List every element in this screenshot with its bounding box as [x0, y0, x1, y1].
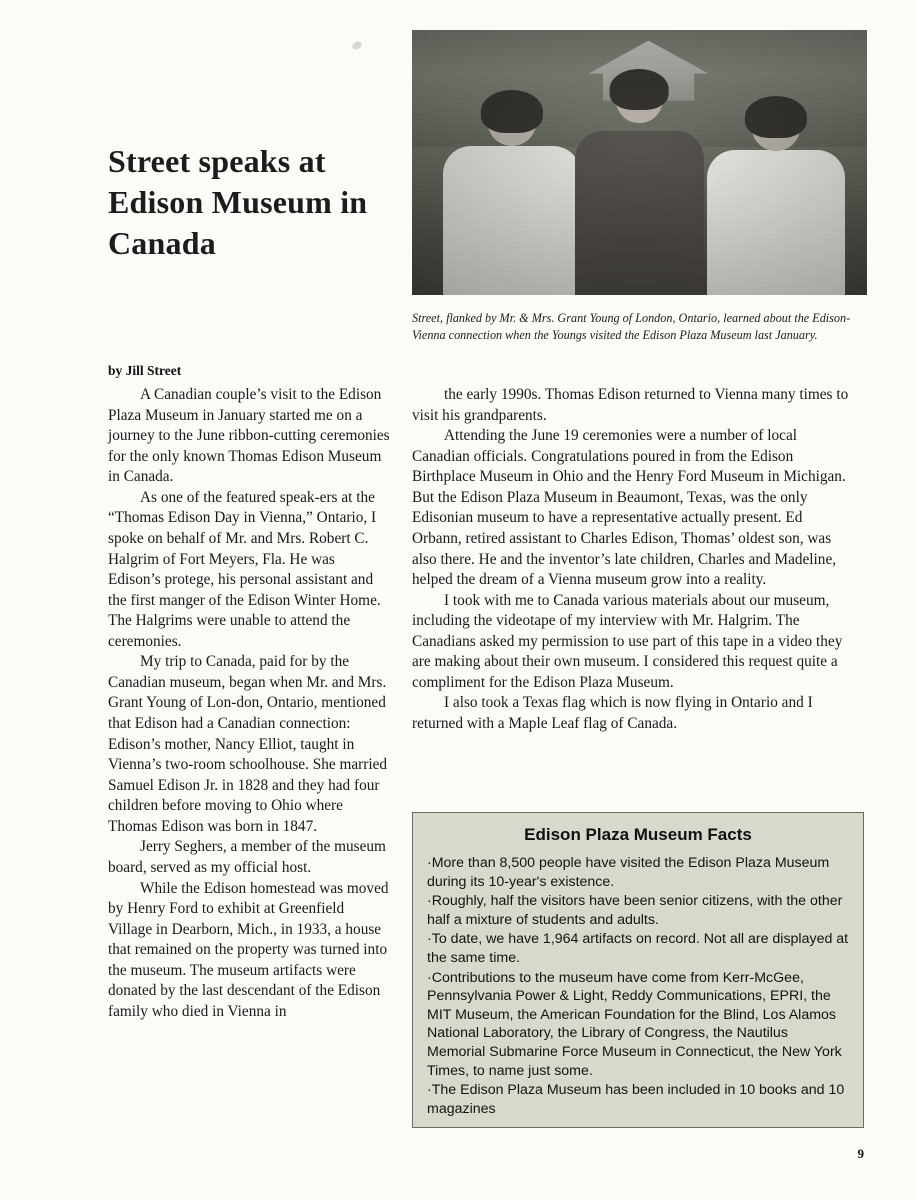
- photo-image: [412, 30, 867, 295]
- photo-caption: Street, flanked by Mr. & Mrs. Grant Young of London, Ontario, learned about the Edison-Vienna connection when the Youngs visited the Edison Plaza Museum last January.: [412, 311, 851, 343]
- page-number: 9: [857, 1146, 864, 1161]
- paragraph: Attending the June 19 ceremonies were a number of local Canadian officials. Congratulations poured in from the Edison Birthplace Museum in Ohio and the Henry Ford Museum in Michigan. But the Edison Plaza Museum in Beaumont, Texas, was the only Edisonian museum to have a representative actually present. Ed Orbann, retired assistant to Charles Edison, Thomas’ oldest son, was also there. He and the inventor’s late children, Charles and Madeline, helped the dream of a Vienna museum grow into a reality.: [412, 427, 846, 589]
- paragraph: Jerry Seghers, a member of the museum board, served as my official host.: [108, 838, 386, 876]
- facts-box-title: Edison Plaza Museum Facts: [524, 825, 752, 844]
- facts-item: ·The Edison Plaza Museum has been included in 10 books and 10 magazines: [427, 1082, 845, 1117]
- article-photo: [412, 30, 867, 295]
- facts-item: ·To date, we have 1,964 artifacts on record. Not all are displayed at the same time.: [427, 931, 849, 966]
- facts-item: ·More than 8,500 people have visited the Edison Plaza Museum during its 10-year's existence.: [427, 855, 830, 890]
- page-title: Street speaks at Edison Museum in Canada: [108, 143, 368, 262]
- paragraph: the early 1990s. Thomas Edison returned to Vienna many times to visit his grandparents.: [412, 386, 849, 424]
- paragraph: I also took a Texas flag which is now flying in Ontario and I returned with a Maple Leaf flag of Canada.: [412, 694, 813, 732]
- facts-item: ·Roughly, half the visitors have been senior citizens, with the other half a mixture of students and adults.: [427, 893, 843, 928]
- facts-box: [412, 812, 864, 1128]
- paragraph: As one of the featured speak-ers at the “Thomas Edison Day in Vienna,” Ontario, I spoke on behalf of Mr. and Mrs. Robert C. Halgrim of Fort Meyers, Fla. He was Edison’s protege, his personal assistant and the first manger of the Edison Winter Home. The Halgrims were unable to attend the ceremonies.: [108, 488, 381, 650]
- paragraph: While the Edison homestead was moved by Henry Ford to exhibit at Greenfield Village in Dearborn, Mich., in 1933, a house that remained on the property was turned into the museum. The museum artifacts were donated by the last descendant of the Edison family who died in Vienna in: [108, 879, 389, 1020]
- body-column-left: [108, 385, 391, 1022]
- facts-item: ·Contributions to the museum have come from Kerr-McGee, Pennsylvania Power & Light, Reddy Communications, EPRI, the MIT Museum, the American Foundation for the Blind, Los Alamos National Laboratory, the Library of Congress, the Nautilus Memorial Submarine Force Museum in Connecticut, the New York Times, to name just some.: [427, 969, 842, 1079]
- facts-box-list: [427, 854, 849, 1118]
- photo-grain: [412, 30, 867, 295]
- byline: by Jill Street: [108, 363, 182, 378]
- paper-smudge: [351, 40, 363, 51]
- paragraph: My trip to Canada, paid for by the Canadian museum, began when Mr. and Mrs. Grant Young of Lon-don, Ontario, mentioned that Edison had a Canadian connection: Edison’s mother, Nancy Elliot, taught in Vienna’s two-room schoolhouse. She married Samuel Edison Jr. in 1828 and they had four children before moving to Ohio where Thomas Edison was born in 1847.: [108, 653, 388, 835]
- paragraph: I took with me to Canada various materials about our museum, including the videotape of my interview with Mr. Halgrim. The Canadians asked my permission to use part of this tape in a video they are making about their own museum. I considered this request quite a compliment for the Edison Plaza Museum.: [412, 591, 843, 691]
- paragraph: A Canadian couple’s visit to the Edison Plaza Museum in January started me on a journey to the June ribbon-cutting ceremonies for the only known Thomas Edison Museum in Canada.: [108, 386, 390, 486]
- body-column-right: [412, 385, 852, 735]
